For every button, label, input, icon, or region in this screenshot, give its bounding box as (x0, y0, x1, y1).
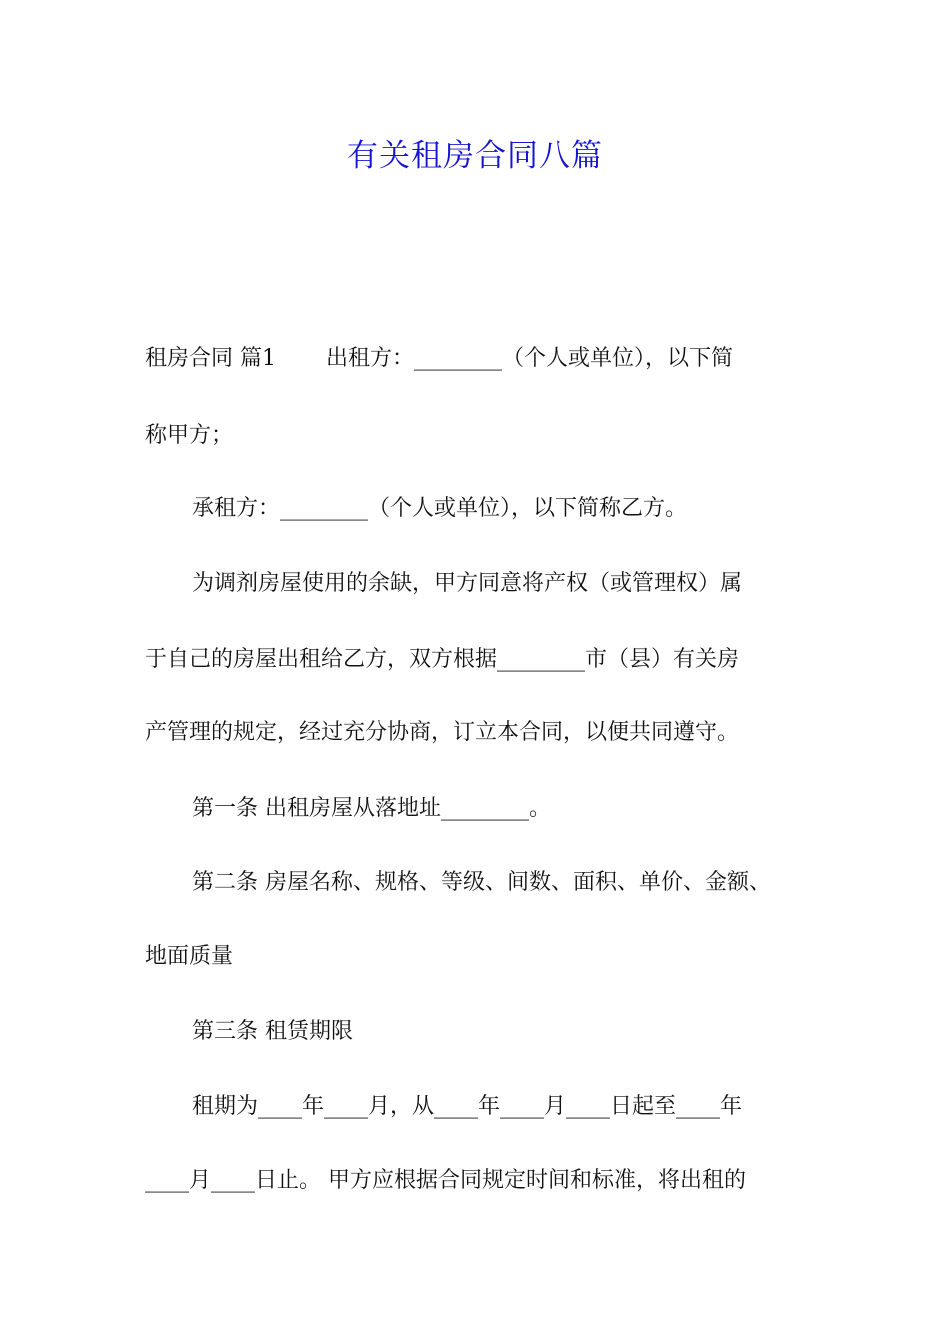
text-line-8: 第二条 房屋名称、规格、等级、间数、面积、单价、金额、 (192, 870, 771, 895)
text-line-4: 为调剂房屋使用的余缺，甲方同意将产权（或管理权）属 (192, 571, 743, 596)
document-title: 有关租房合同八篇 (347, 138, 603, 174)
text-line-6: 产管理的规定，经过充分协商，订立本合同，以便共同遵守。 (145, 720, 740, 745)
text-line-3: 承租方：________（个人或单位），以下简称乙方。 (192, 496, 688, 521)
text-line-7: 第一条 出租房屋从落地址________。 (192, 796, 551, 821)
text-line-10: 第三条 租赁期限 (192, 1019, 353, 1044)
text-line-1 (145, 344, 825, 374)
lessor-clause: 出租方：________（个人或单位），以下简 (326, 346, 734, 371)
text-line-9: 地面质量 (145, 944, 234, 969)
text-line-11: 租期为____年____月，从____年____月____日起至____年 (192, 1094, 743, 1119)
section-heading: 租房合同 篇1 (145, 346, 276, 371)
text-line-2: 称甲方； (145, 423, 234, 448)
text-line-12: ____月____日止。 甲方应根据合同规定时间和标准，将出租的 (145, 1168, 746, 1193)
text-line-5: 于自己的房屋出租给乙方，双方根据________市（县）有关房 (145, 647, 740, 672)
